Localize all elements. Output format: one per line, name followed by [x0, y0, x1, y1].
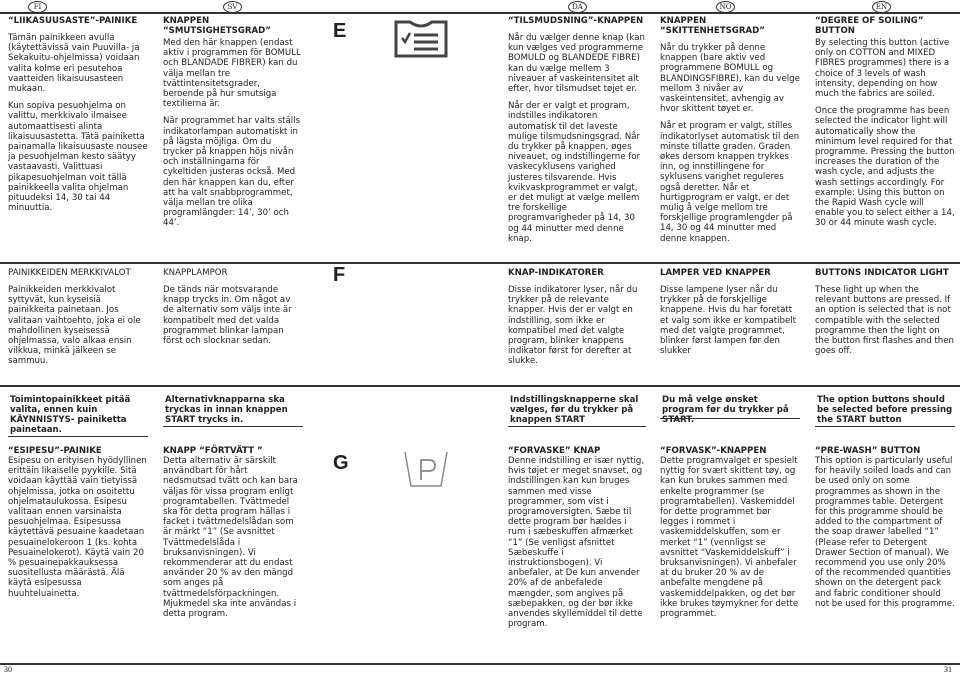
flag-da: DA	[568, 1, 587, 13]
da-soiling-para-2: Når der er valgt et program, indstilles indikatoren automatisk til det laveste mulige tilsmudsningsgrad. Når du trykker på knappen, øges niveauet, og indstillingerne for vaskecyklusens varighed justeres tilsvarende. Hvis kvikvaskprogrammet er valgt, er det muligt at vælge mellem tre forskellige programvarigheder på 14, 30 og 44 minutter med denne knap.	[508, 101, 641, 244]
shirt-soil-icon	[392, 18, 450, 60]
fi-indicator-title: PAINIKKEIDEN MERKKIVALOT	[8, 268, 131, 278]
fi-soiling-para-1: Tämän painikkeen avulla (käytettävissä vain Puuvilla- ja Sekakuitu-ohjelmissa) voidaan valita kolme eri pesutehoa vaatteiden likaisuusasteen mukaan.	[8, 33, 140, 95]
da-indicator-title: KNAP-INDIKATORER	[508, 268, 604, 278]
fi-prewash-section	[8, 446, 148, 606]
no-prewash-para: Dette programvalget er spesielt nyttig for svært skittent tøy, og kan kun brukes sammen med enkelte programmer (se programtabellen). Vaskemiddel for dette programmet bør legges i rommet i vaskemiddelskuffen, som er merket “1” (vennligst se avsnittet “Vaskemiddelskuff” i bruksanvisningen). Vi anbefaler at du bruker 20 % av de anbefalte mengdene på vaskemiddelpakken, og det bør ikke brukes tøymykner for dette programmet.	[660, 456, 799, 620]
no-soiling-para-1: Når du trykker på denne knappen (bare aktiv ved programmene BOMULL og BLANDINGSFIBRE), kan du velge mellom 3 nivåer av vaskeintensitet, avhengig av hvor skittent tøyet er.	[660, 43, 800, 115]
da-prewash-title: “FORVASKE” KNAP	[508, 446, 601, 456]
sv-prewash-title: KNAPP “FÖRTVÄTT ”	[163, 446, 263, 456]
no-soiling-para-2: Når et program er valgt, stilles indikatorlyset automatisk til den minste tillatte graden. Graden økes dersom knappen trykkes inn, og innstillingene for syklusens varighet reguleres også deretter. Når et hurtigprogram er valgt, er det mulig å velge mellom tre forskjellige programlengder på 14, 30 og 44 minutter med denne knappen.	[660, 121, 800, 244]
fi-note-box: Toimintopainikkeet pitää valita, ennen kuin KÄYNNISTYS- painiketta painetaan.	[8, 393, 148, 437]
no-prewash-section	[660, 446, 800, 626]
no-soiling-title: KNAPPEN “SKITTENHETSGRAD”	[660, 16, 765, 36]
no-soiling-section	[660, 16, 800, 251]
da-prewash-para: Denne indstilling er især nyttig, hvis tøjet er meget snavset, og indstillingen kan kun bruges sammen med visse programmer, som vist i programoversigten. Sæbe til dette program bør hældes i rum i sæbeskuffen afmærket “1” (Se venligst afsnittet Sæbeskuffe i instruktionsbogen). Vi anbefaler, at De kun anvender 20% af de anbefalede mængder, som angives på sæbepakken, og der bør ikke anvendes skyllemiddel til dette program.	[508, 456, 645, 630]
en-indicator-para: These light up when the relevant buttons are pressed. If an option is selected that is not compatible with the selected programme then the light on the button first flashes and then goes off.	[815, 285, 954, 357]
flag-fi: FI	[28, 1, 47, 13]
rule-middle	[0, 262, 960, 264]
sv-note-box: Alternativknapparna ska tryckas in innan knappen START trycks in.	[163, 393, 303, 427]
fi-soiling-section	[8, 16, 148, 220]
fi-indicator-section	[8, 268, 148, 374]
fi-prewash-title: “ESIPESU”-PAINIKE	[8, 446, 102, 456]
section-letter-e: E	[333, 20, 347, 42]
da-indicator-section	[508, 268, 646, 374]
rule-top	[0, 12, 960, 14]
en-soiling-para-1: By selecting this button (active only on COTTON and MIXED FIBRES programmes) there is a choice of 3 levels of wash intensity, depending on how much the fabrics are soiled.	[815, 38, 950, 100]
flag-en: EN	[872, 1, 891, 13]
sv-indicator-para: De tänds när motsvarande knapp trycks in. Om något av de alternativ som väljs inte är kompatibelt med det valda programmet blinkar lampan först och slocknar sedan.	[163, 285, 292, 347]
sv-indicator-section	[163, 268, 303, 353]
no-prewash-title: “FORVASK”-KNAPPEN	[660, 446, 767, 456]
flag-no: NO	[716, 1, 735, 13]
en-indicator-title: BUTTONS INDICATOR LIGHT	[815, 268, 949, 278]
sv-prewash-section	[163, 446, 303, 626]
sv-indicator-title: KNAPPLAMPOR	[163, 268, 228, 278]
sv-soiling-para-1: Med den här knappen (endast aktiv i programmen för BOMULL och BLANDADE FIBRER) kan du välja mellan tre tvättintensitetsgrader, beroende på hur smutsiga textilierna är.	[163, 38, 301, 110]
da-soiling-section	[508, 16, 646, 251]
no-indicator-section	[660, 268, 800, 363]
page-number-right: 31	[944, 665, 952, 674]
en-prewash-section	[815, 446, 955, 616]
no-note-box: Du må velge ønsket program før du trykker på START.	[660, 393, 800, 419]
flag-sv: SV	[223, 1, 242, 13]
da-prewash-section	[508, 446, 646, 636]
en-indicator-section	[815, 268, 955, 363]
no-indicator-title: LAMPER VED KNAPPER	[660, 268, 771, 278]
da-soiling-para-1: Når du vælger denne knap (kan kun vælges ved programmerne BOMULD og BLANDEDE FIBRE) kan du vælge mellem 3 niveauer af vaskeintensitet alt efter, hvor tilsmudset tøjet er.	[508, 33, 645, 95]
sv-soiling-section	[163, 16, 303, 236]
en-prewash-title: “PRE-WASH” BUTTON	[815, 446, 921, 456]
prewash-p-icon	[402, 448, 450, 490]
rule-notes	[0, 385, 960, 387]
fi-indicator-para: Painikkeiden merkkivalot syttyvät, kun kyseisiä painikkeita painetaan. Jos valitaan vaihtoehto, joka ei ole mahdollinen kyseisessä ohjelmassa, valo alkaa ensin vilkkua, minkä jälkeen se sammuu.	[8, 285, 141, 367]
fi-soiling-title: “LIIKASUUSASTE”-PAINIKE	[8, 16, 138, 26]
sv-soiling-title: KNAPPEN “SMUTSIGHETSGRAD”	[163, 16, 271, 36]
page-number-left: 30	[4, 665, 12, 674]
da-indicator-para: Disse indikatorer lyser, når du trykker på de relevante knapper. Hvis der er valgt en indstilling, som ikke er kompatibel med det valgte program, blinker knappens indikator først for derefter at slukke.	[508, 285, 638, 367]
da-note-box: Indstillingsknapperne skal vælges, før du trykker på knappen START	[508, 393, 646, 427]
section-letter-g: G	[333, 452, 349, 474]
no-indicator-para: Disse lampene lyser når du trykker på de forskjellige knappene. Hvis du har foretatt et valg som ikke er kompatibelt med det valgte programmet, blinker først lampen før den slukker	[660, 285, 797, 357]
sv-soiling-para-2: När programmet har valts ställs indikatorlampan automatiskt in på lägsta möjliga. Om du trycker på knappen höjs nivån och inställningarna för cykeltiden justeras också. Med den här knappen kan du, efter att ha valt snabbprogrammet, välja mellan tre olika programlängder: 14’, 30’ och 44’.	[163, 116, 301, 229]
en-soiling-section	[815, 16, 955, 236]
section-letter-f: F	[333, 264, 346, 286]
fi-soiling-para-2: Kun sopiva pesuohjelma on valittu, merkkivalo ilmaisee automaattisesti alinta likaisuusastetta. Tätä painiketta painamalla likaisuusaste nousee ja pesuohjelman kesto säätyy vastaavasti. Valittuasi pikapesuohjelman voit tällä painikkeella valita ohjelman pituudeksi 14, 30 tai 44 minuuttia.	[8, 101, 148, 214]
sv-prewash-para: Detta alternativ är särskilt användbart för hårt nedsmutsad tvätt och kan bara väljas för vissa program enligt programtabellen. Tvättmedel ska för detta program hällas i facket i tvättmedelslådan som är märkt “1” (Se avsnittet Tvättmedelslåda i bruksanvisningen). Vi rekommenderar att du endast använder 20 % av den mängd som anges på tvättmedelsförpackningen. Mjukmedel ska inte användas i detta program.	[163, 456, 298, 620]
en-soiling-para-2: Once the programme has been selected the indicator light will automatically show the minimum level required for that programme. Pressing the button increases the duration of the wash cycle, and adjusts the wash settings accordingly. For example: Using this button on the Rapid Wash cycle will enable you to select either a 14, 30 or 44 minute wash cycle.	[815, 106, 955, 229]
fi-prewash-para: Esipesu on erityisen hyödyllinen erittäin likaiselle pyykille. Sitä voidaan käyttää vain tietyissä ohjelmissa, jotka on osoitettu ohjelmataulukossa. Esipesu valitaan ennen varsinaista pesuohjelmaa. Esipesussa käytettävä pesuaine kaadetaan pesuainelokeroon 1 (ks. kohta Pesuainelokerot). Käytä vain 20 % pesuainepakkauksessa suositellusta määrästä. Älä käytä esipesussa huuhteluainetta.	[8, 456, 147, 599]
en-soiling-title: “DEGREE OF SOILING” BUTTON	[815, 16, 924, 36]
da-soiling-title: “TILSMUDSNING”-KNAPPEN	[508, 16, 644, 26]
en-prewash-para: This option is particularly useful for heavily soiled loads and can be used only on some programmes as shown in the programmes table. Detergent for this programme should be added to the compartment of the soap drawer labelled “1” (Please refer to Detergent Drawer Section of manual). We recommend you use only 20% of the recommended quantities shown on the detergent pack and fabric conditioner should not be used for this programme.	[815, 456, 955, 609]
rule-bottom	[0, 663, 960, 665]
en-note-box: The option buttons should be selected before pressing the START button	[815, 393, 955, 427]
